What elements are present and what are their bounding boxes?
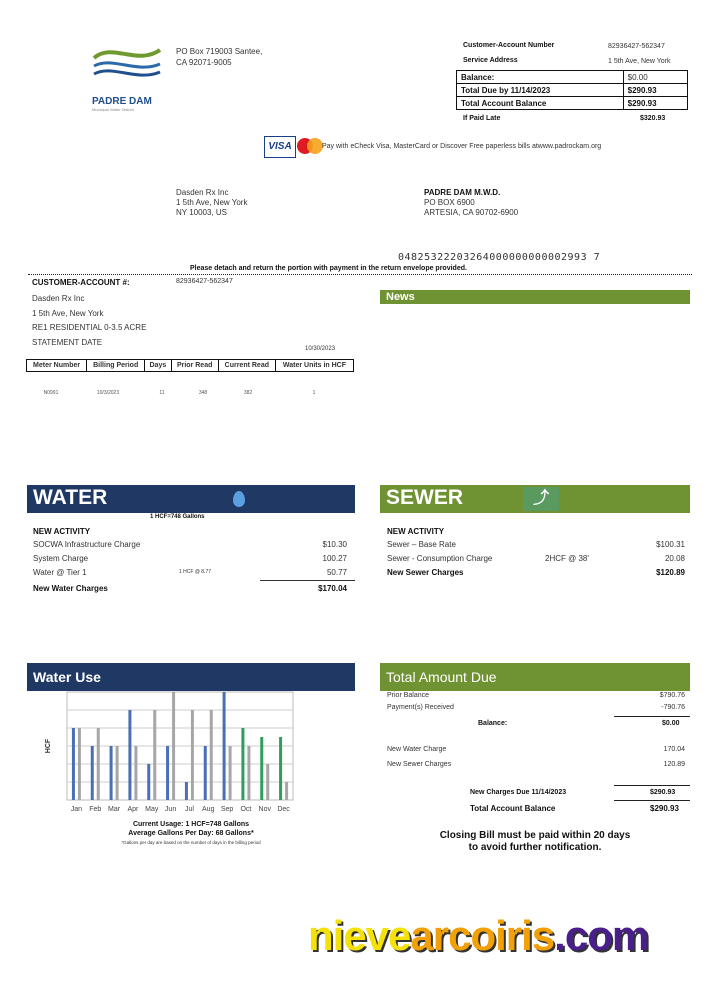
sewer-line-item — [387, 540, 685, 549]
cell: 348 — [198, 390, 208, 396]
cell: 1 — [312, 390, 316, 396]
balance-value: $0.00 — [623, 71, 687, 84]
watermark-part: nieve — [308, 912, 411, 959]
water-banner — [27, 485, 355, 513]
mastercard-icon-circle — [307, 138, 323, 154]
label: New Sewer Charges — [387, 568, 464, 577]
new-charges-value: $290.93 — [650, 789, 676, 796]
label: New Sewer Charges — [387, 761, 452, 768]
new-water-row — [387, 746, 685, 753]
amount: 170.04 — [663, 746, 685, 753]
bar-previous — [191, 710, 194, 800]
water-use-banner: Water Use — [27, 663, 355, 691]
label: New Water Charge — [387, 746, 447, 753]
account-line: Dasden Rx Inc — [32, 294, 85, 303]
amount: $170.04 — [318, 584, 347, 593]
logo-text: PADRE DAM — [92, 96, 152, 107]
new-charges-label: New Charges Due 11/14/2023 — [470, 789, 567, 796]
rate: 2HCF @ 38' — [545, 554, 589, 563]
bar-estimated — [260, 737, 263, 800]
logo-subtitle: Municipal Water District — [92, 107, 134, 112]
average-gallons: Average Gallons Per Day: 68 Gallons* — [128, 830, 254, 837]
balance-label: Balance: — [457, 71, 624, 84]
address-line: PO Box 719003 Santee, — [176, 47, 263, 56]
cell: N0991 — [43, 390, 59, 396]
account-line: STATEMENT DATE — [32, 337, 103, 347]
bar-previous — [97, 728, 100, 800]
pipe-icon: ⤴ — [523, 487, 559, 511]
bar-estimated — [241, 728, 244, 800]
y-axis-label: HCF — [45, 738, 52, 754]
account-label: CUSTOMER-ACCOUNT #: — [32, 278, 130, 287]
x-tick-label: Apr — [127, 806, 139, 813]
divider — [614, 716, 690, 717]
amount: 120.89 — [663, 761, 685, 768]
divider — [260, 580, 355, 581]
x-tick-label: Mar — [108, 806, 121, 813]
padre-dam-logo — [92, 44, 162, 86]
x-tick-label: Feb — [89, 806, 102, 813]
bar-current — [204, 746, 207, 800]
rate: 1 HCF @ 8.77 — [179, 569, 212, 575]
customer-mailing-address — [176, 188, 247, 218]
remit-address — [424, 188, 518, 218]
footnote: *Gallons per day are based on the number of days in the billing period — [121, 840, 261, 845]
water-line-item — [33, 568, 347, 577]
notice-line: to avoid further notification. — [468, 842, 602, 853]
column-header: Days — [145, 360, 171, 372]
water-activity-heading: NEW ACTIVITY — [33, 527, 91, 536]
x-tick-label: Oct — [240, 806, 252, 813]
bar-current — [147, 764, 150, 800]
water-use-footer — [27, 820, 355, 847]
total-due-banner: Total Amount Due — [380, 663, 690, 691]
address-line: NY 10003, US — [176, 208, 227, 217]
account-balance-label: Total Account Balance — [470, 804, 556, 813]
amount: -790.76 — [661, 704, 685, 711]
cell: 382 — [243, 390, 253, 396]
bar-previous — [153, 710, 156, 800]
address-line: CA 92071-9005 — [176, 58, 232, 67]
label: Sewer - Consumption Charge — [387, 554, 493, 563]
watermark-part: arcoiris — [410, 912, 555, 959]
divider — [614, 785, 690, 786]
paid-late-label: If Paid Late — [463, 115, 501, 122]
sewer-line-item — [387, 554, 685, 563]
amount: 100.27 — [322, 554, 347, 563]
column-header: Meter Number — [27, 360, 87, 372]
bar-current — [128, 710, 131, 800]
x-tick-label: Jun — [164, 806, 177, 813]
service-address-value: 1 5th Ave, New York — [608, 58, 671, 65]
label: Prior Balance — [387, 692, 430, 699]
sewer-total — [387, 568, 685, 577]
bar-current — [110, 746, 113, 800]
water-use-chart — [40, 688, 300, 813]
label: Water @ Tier 1 — [33, 568, 87, 577]
bar-previous — [134, 746, 137, 800]
scanline: 04825322203264000000000002993 7 — [398, 252, 601, 263]
meter-table — [26, 359, 354, 372]
balance-summary-table — [456, 70, 688, 110]
amount: 20.08 — [664, 554, 685, 563]
return-address — [176, 46, 262, 68]
visa-icon: VISA — [264, 136, 296, 158]
sewer-title: SEWER — [386, 486, 464, 509]
bar-current — [185, 782, 188, 800]
cell: 10/3/2023 — [96, 390, 120, 396]
account-line: 1 5th Ave, New York — [32, 308, 104, 318]
watermark — [308, 912, 648, 960]
label: New Water Charges — [33, 584, 108, 593]
amount: $10.30 — [322, 540, 347, 549]
address-line: 1 5th Ave, New York — [176, 198, 248, 207]
notice-line: Closing Bill must be paid within 20 days — [439, 830, 631, 841]
label: Sewer – Base Rate — [387, 540, 456, 549]
payment-text: Pay with eCheck Visa, MasterCard or Discover Free paperless bills atwww.padrockam.org — [322, 143, 602, 150]
column-header: Current Read — [218, 360, 275, 372]
address-line: ARTESIA, CA 90702-6900 — [424, 208, 519, 217]
label: Payment(s) Received — [387, 704, 454, 711]
x-tick-label: May — [145, 806, 159, 813]
balance-label: Balance: — [478, 720, 508, 727]
service-address-label: Service Address — [463, 57, 518, 64]
payments-row — [387, 704, 685, 711]
column-header: Prior Read — [171, 360, 218, 372]
new-sewer-row — [387, 761, 685, 768]
prior-balance-row — [387, 692, 685, 699]
bar-current — [166, 746, 169, 800]
x-tick-label: Dec — [277, 806, 290, 813]
amount: $790.76 — [659, 692, 685, 699]
bar-previous — [210, 710, 213, 800]
customer-account-label: Customer-Account Number — [463, 42, 555, 49]
column-header: Billing Period — [87, 360, 145, 372]
detach-line — [28, 274, 692, 275]
account-details — [32, 292, 146, 350]
water-title: WATER — [33, 486, 108, 509]
bar-estimated — [279, 737, 282, 800]
label: System Charge — [33, 554, 89, 563]
bar-current — [72, 728, 75, 800]
x-tick-label: Jul — [184, 806, 194, 813]
bar-previous — [116, 746, 119, 800]
column-header: Water Units in HCF — [275, 360, 353, 372]
bar-previous — [285, 782, 288, 800]
detach-instruction: Please detach and return the portion with payment in the return envelope provided. — [190, 265, 467, 272]
water-line-item — [33, 554, 347, 563]
address-line: PADRE DAM M.W.D. — [424, 188, 501, 197]
water-conversion-note: 1 HCF=748 Gallons — [150, 514, 205, 520]
water-drop-icon — [233, 491, 245, 507]
paid-late-value: $320.93 — [640, 115, 666, 122]
label: SOCWA Infrastructure Charge — [33, 540, 141, 549]
bar-previous — [78, 728, 81, 800]
amount: $100.31 — [656, 540, 685, 549]
sewer-activity-heading: NEW ACTIVITY — [387, 527, 445, 536]
x-tick-label: Aug — [202, 806, 215, 813]
x-tick-label: Sep — [220, 806, 234, 813]
account-balance-value: $290.93 — [650, 804, 679, 813]
total-due-label: Total Due by 11/14/2023 — [457, 84, 624, 97]
total-account-label: Total Account Balance — [457, 97, 624, 110]
address-line: PO BOX 6900 — [424, 198, 475, 207]
current-usage: Current Usage: 1 HCF=748 Gallons — [132, 821, 250, 828]
bar-current — [91, 746, 94, 800]
account-line: RE1 RESIDENTIAL 0-3.5 ACRE — [32, 323, 147, 332]
meter-row — [26, 390, 354, 396]
divider — [614, 800, 690, 801]
total-due-value: $290.93 — [623, 84, 687, 97]
bar-previous — [229, 746, 232, 800]
bar-previous — [266, 764, 269, 800]
bar-previous — [247, 746, 250, 800]
sewer-banner — [380, 485, 690, 513]
total-account-value: $290.93 — [623, 97, 687, 110]
amount: $120.89 — [656, 568, 685, 577]
address-line: Dasden Rx Inc — [176, 188, 229, 197]
water-total — [33, 584, 347, 593]
bar-previous — [172, 692, 175, 800]
statement-date: 10/30/2023 — [305, 346, 336, 352]
cell: 11 — [159, 390, 165, 396]
x-tick-label: Jan — [70, 806, 83, 813]
water-line-item — [33, 540, 347, 549]
x-tick-label: Nov — [258, 806, 271, 813]
customer-account-value: 82936427-562347 — [608, 43, 665, 50]
news-banner: News — [380, 290, 690, 304]
amount: 50.77 — [326, 568, 347, 577]
watermark-part: .com — [554, 912, 649, 959]
balance-value: $0.00 — [662, 720, 680, 727]
closing-notice — [380, 830, 690, 854]
account-value: 82936427-562347 — [176, 278, 233, 285]
bar-current — [223, 692, 226, 800]
